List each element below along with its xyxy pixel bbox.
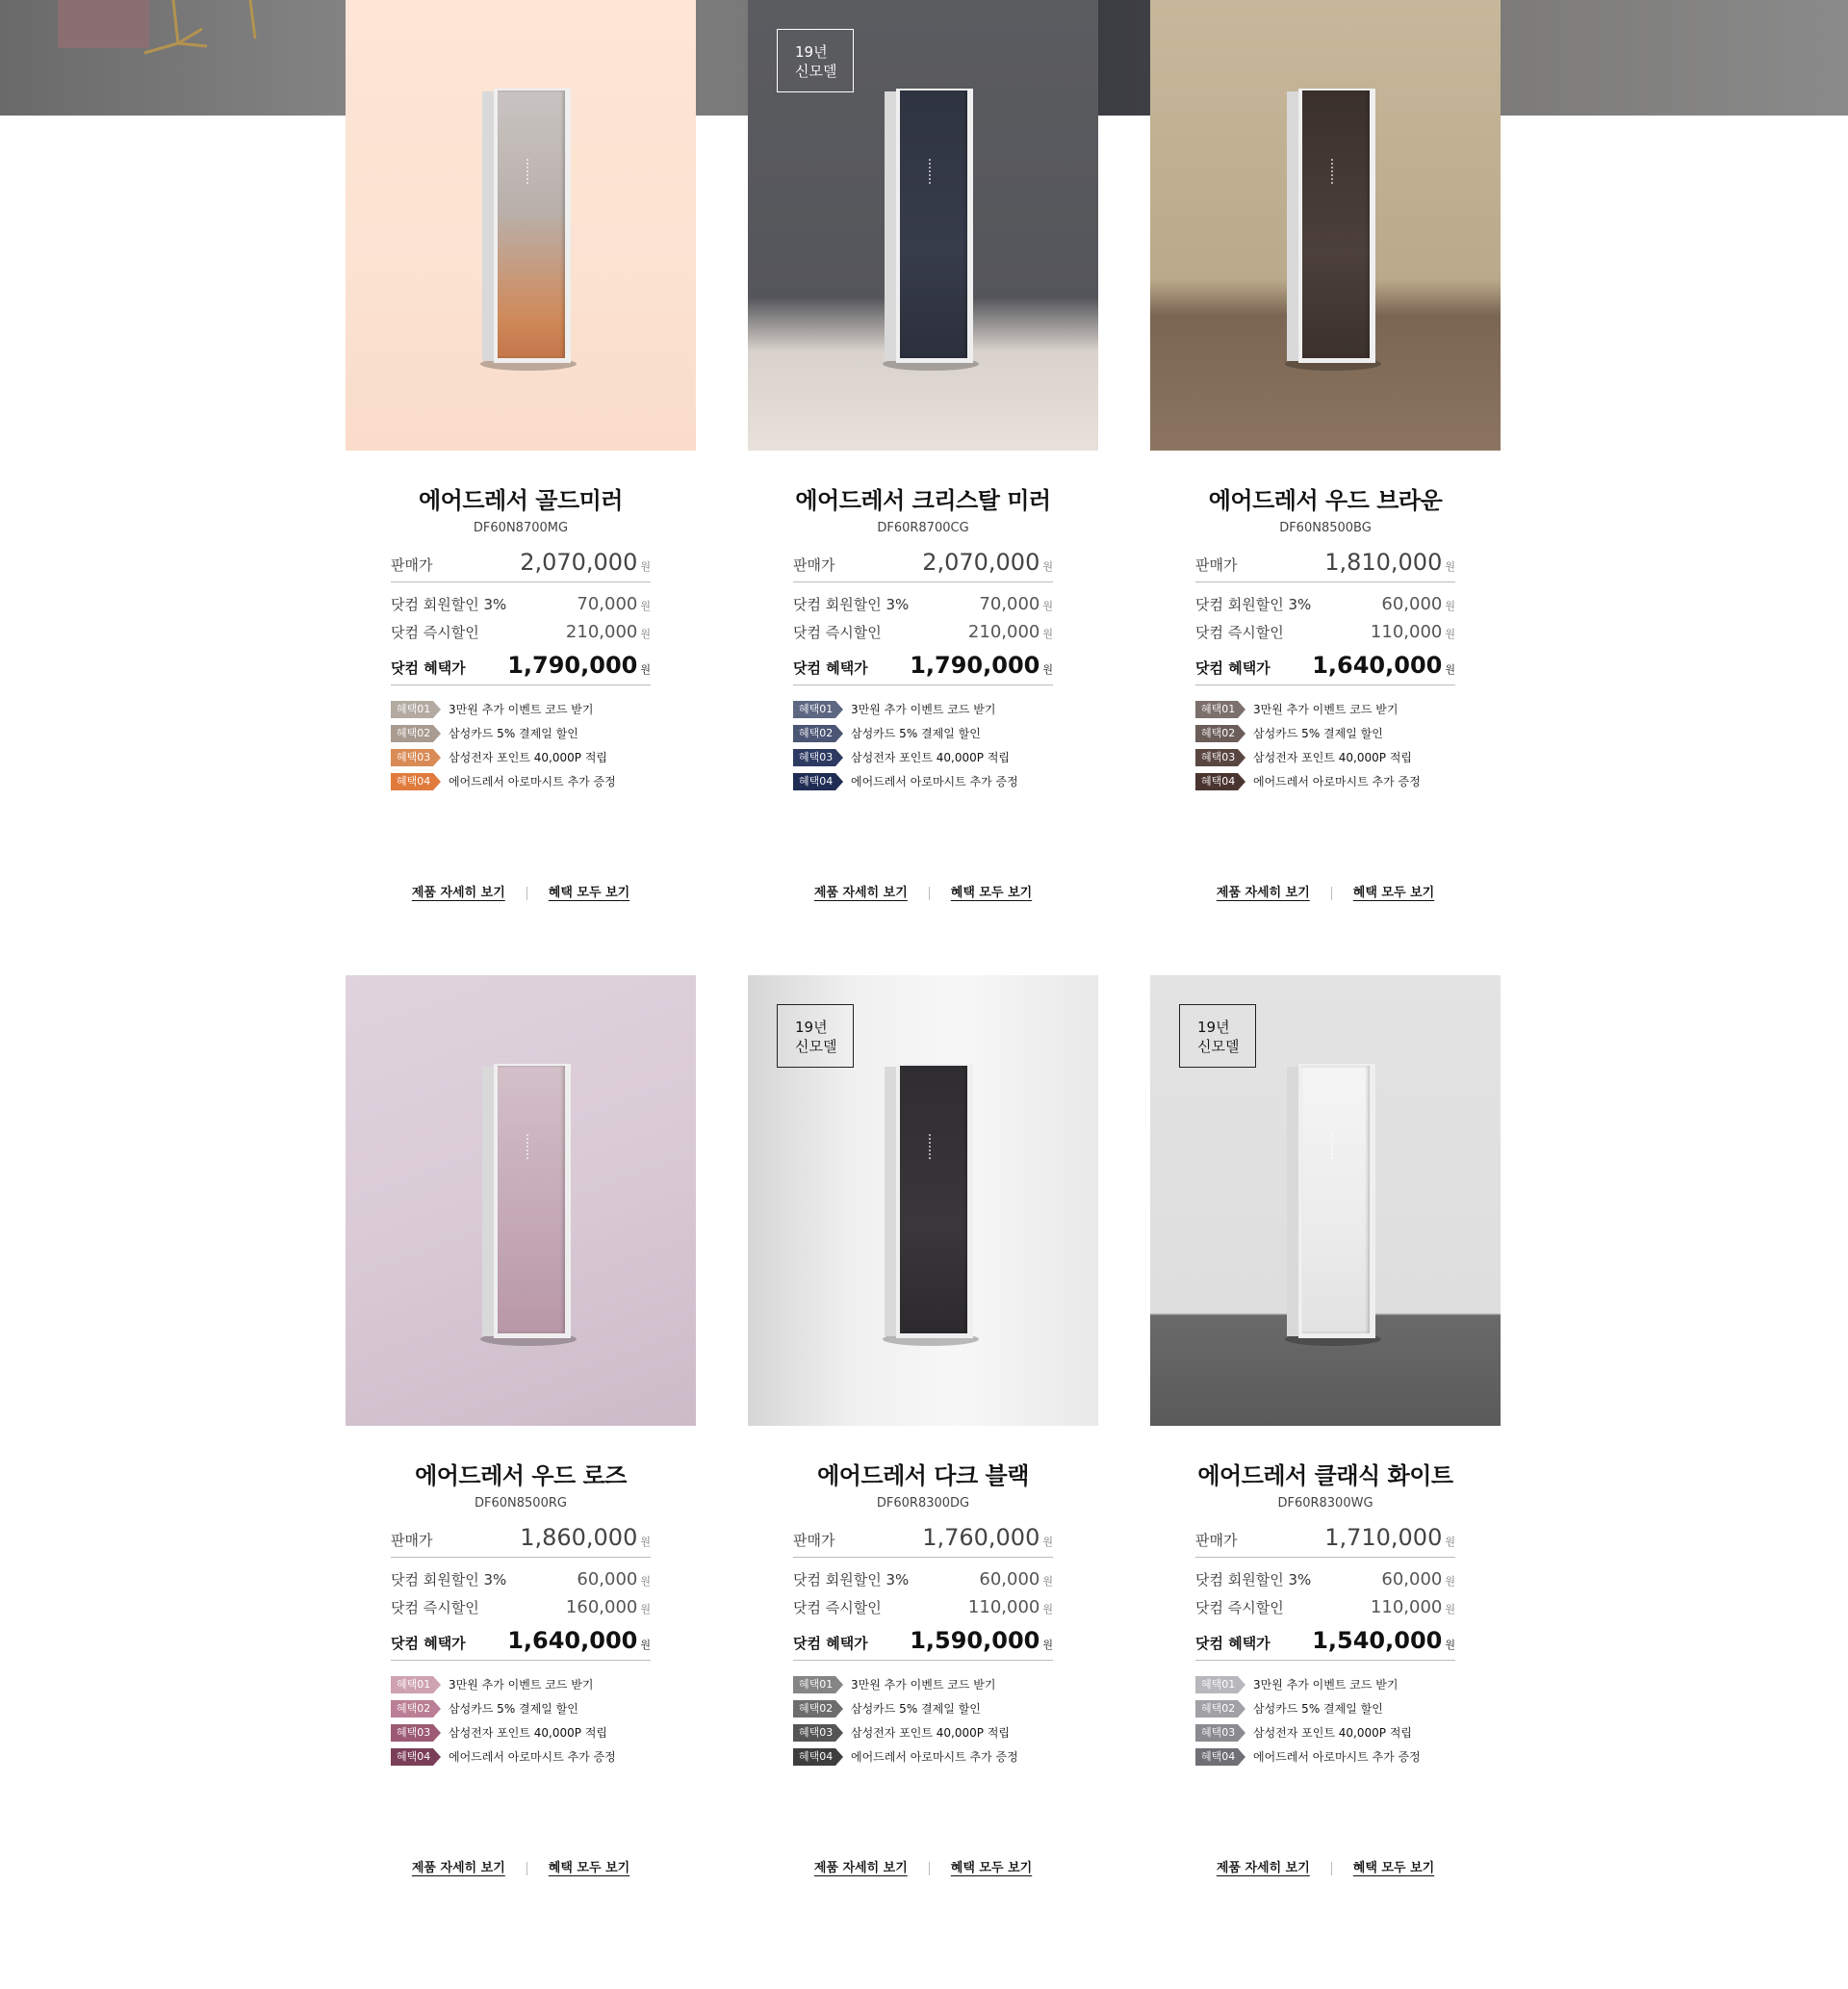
benefit-item xyxy=(391,721,651,745)
appliance-side xyxy=(885,91,896,361)
control-panel xyxy=(526,159,536,184)
benefit-item xyxy=(793,1696,1053,1720)
instant-discount-label: 닷컴 즉시할인 xyxy=(1195,1599,1284,1616)
currency-unit: 원 xyxy=(1445,560,1455,573)
all-benefits-link[interactable]: 혜택 모두 보기 xyxy=(1352,886,1435,900)
sale-price-row xyxy=(793,1524,1053,1558)
instant-discount-row xyxy=(391,1597,651,1617)
member-discount-row xyxy=(391,594,651,614)
new-model-badge: 19년 신모델 xyxy=(1179,1004,1256,1068)
currency-unit: 원 xyxy=(1445,628,1455,640)
member-discount-value: 60,000 xyxy=(1381,1569,1443,1589)
card-links xyxy=(346,1857,696,1875)
member-discount-value: 60,000 xyxy=(577,1569,638,1589)
member-discount-value: 70,000 xyxy=(979,594,1040,614)
currency-unit: 원 xyxy=(1042,560,1053,573)
currency-unit: 원 xyxy=(640,628,651,640)
benefit-tag: 혜택02 xyxy=(1195,1700,1238,1718)
instant-discount-label: 닷컴 즉시할인 xyxy=(793,1599,882,1616)
product-detail-link[interactable]: 제품 자세히 보기 xyxy=(1216,886,1310,900)
benefit-text: 3만원 추가 이벤트 코드 받기 xyxy=(449,703,594,716)
instant-discount-value: 210,000 xyxy=(967,622,1040,642)
product-detail-link[interactable]: 제품 자세히 보기 xyxy=(813,886,908,900)
new-model-badge: 19년 신모델 xyxy=(777,29,854,92)
control-panel xyxy=(526,1134,536,1159)
instant-discount-row xyxy=(1195,622,1455,642)
link-divider xyxy=(1331,1862,1332,1875)
currency-unit: 원 xyxy=(1042,600,1053,612)
product-name[interactable]: 에어드레서 클래식 화이트 xyxy=(1197,1462,1453,1489)
link-divider xyxy=(929,887,930,900)
final-price-row xyxy=(1195,1627,1455,1661)
benefit-tag: 혜택02 xyxy=(391,1700,433,1718)
sale-price-value: 1,810,000 xyxy=(1324,549,1443,576)
product-card xyxy=(748,975,1098,1880)
benefit-text: 삼성전자 포인트 40,000P 적립 xyxy=(449,1726,607,1740)
benefit-item xyxy=(793,1720,1053,1744)
benefit-tag: 혜택04 xyxy=(391,1748,433,1766)
product-image[interactable] xyxy=(346,975,696,1426)
benefit-tag: 혜택04 xyxy=(391,773,433,790)
benefit-item xyxy=(391,697,651,721)
model-code: DF60R8300WG xyxy=(1277,1496,1373,1511)
instant-discount-label: 닷컴 즉시할인 xyxy=(391,1599,479,1616)
benefit-item xyxy=(1195,721,1455,745)
final-price-value: 1,640,000 xyxy=(507,1627,638,1654)
final-price-label: 닷컴 혜택가 xyxy=(391,1635,466,1652)
control-panel xyxy=(929,159,938,184)
appliance-side xyxy=(1287,91,1298,361)
appliance-door xyxy=(900,90,967,358)
final-price-value: 1,640,000 xyxy=(1312,652,1443,679)
instant-discount-label: 닷컴 즉시할인 xyxy=(793,624,882,641)
benefit-text: 3만원 추가 이벤트 코드 받기 xyxy=(1253,703,1399,716)
benefit-tag: 혜택02 xyxy=(793,1700,835,1718)
product-image[interactable] xyxy=(1150,975,1501,1426)
benefit-text: 삼성카드 5% 결제일 할인 xyxy=(1253,727,1383,740)
benefit-item xyxy=(391,769,651,793)
appliance-door xyxy=(900,1066,967,1333)
member-discount-row xyxy=(391,1569,651,1589)
instant-discount-value: 210,000 xyxy=(565,622,638,642)
benefit-text: 삼성전자 포인트 40,000P 적립 xyxy=(1253,1726,1412,1740)
benefit-item xyxy=(1195,769,1455,793)
benefit-text: 삼성전자 포인트 40,000P 적립 xyxy=(851,1726,1010,1740)
product-image[interactable] xyxy=(1150,0,1501,451)
benefit-text: 에어드레서 아로마시트 추가 증정 xyxy=(851,1750,1018,1764)
all-benefits-link[interactable]: 혜택 모두 보기 xyxy=(950,1861,1033,1875)
benefit-tag: 혜택01 xyxy=(391,701,433,718)
member-discount-row xyxy=(793,594,1053,614)
product-image[interactable] xyxy=(748,975,1098,1426)
member-discount-label: 닷컴 회원할인 3% xyxy=(1195,1571,1312,1589)
benefit-item xyxy=(1195,1720,1455,1744)
sale-price-value: 2,070,000 xyxy=(922,549,1040,576)
member-discount-row xyxy=(1195,594,1455,614)
product-name[interactable]: 에어드레서 우드 로즈 xyxy=(415,1462,627,1489)
new-model-badge: 19년 신모델 xyxy=(777,1004,854,1068)
benefit-tag: 혜택03 xyxy=(391,749,433,766)
benefit-item xyxy=(1195,1744,1455,1769)
benefit-item xyxy=(793,697,1053,721)
benefit-tag: 혜택03 xyxy=(1195,749,1238,766)
sale-price-label: 판매가 xyxy=(793,556,835,574)
all-benefits-link[interactable]: 혜택 모두 보기 xyxy=(548,886,630,900)
appliance-side xyxy=(482,1067,494,1336)
benefit-tag: 혜택01 xyxy=(793,1676,835,1693)
appliance-door xyxy=(498,90,565,358)
benefit-tag: 혜택03 xyxy=(391,1724,433,1742)
product-detail-link[interactable]: 제품 자세히 보기 xyxy=(1216,1861,1310,1875)
benefit-item xyxy=(793,1672,1053,1696)
currency-unit: 원 xyxy=(1042,1603,1053,1615)
appliance-side xyxy=(482,91,494,361)
benefit-text: 에어드레서 아로마시트 추가 증정 xyxy=(1253,1750,1421,1764)
benefit-tag: 혜택02 xyxy=(391,725,433,742)
product-name[interactable]: 에어드레서 크리스탈 미러 xyxy=(795,487,1051,514)
instant-discount-label: 닷컴 즉시할인 xyxy=(391,624,479,641)
benefit-tag: 혜택03 xyxy=(793,749,835,766)
instant-discount-value: 110,000 xyxy=(1370,622,1443,642)
model-code: DF60R8700CG xyxy=(877,521,969,535)
product-name[interactable]: 에어드레서 다크 블랙 xyxy=(817,1462,1029,1489)
currency-unit: 원 xyxy=(640,1575,651,1588)
product-name[interactable]: 에어드레서 우드 브라운 xyxy=(1208,487,1443,514)
benefit-text: 삼성전자 포인트 40,000P 적립 xyxy=(449,751,607,764)
model-code: DF60R8300DG xyxy=(876,1496,970,1511)
benefit-item xyxy=(1195,1672,1455,1696)
benefit-text: 3만원 추가 이벤트 코드 받기 xyxy=(851,703,996,716)
currency-unit: 원 xyxy=(640,600,651,612)
final-price-label: 닷컴 혜택가 xyxy=(1195,659,1270,677)
benefit-tag: 혜택04 xyxy=(1195,1748,1238,1766)
benefit-tag: 혜택03 xyxy=(1195,1724,1238,1742)
benefit-list xyxy=(1195,1672,1455,1769)
member-discount-label: 닷컴 회원할인 3% xyxy=(793,1571,910,1589)
sale-price-row xyxy=(1195,549,1455,582)
currency-unit: 원 xyxy=(640,663,651,676)
product-card xyxy=(346,0,696,905)
currency-unit: 원 xyxy=(1445,1639,1455,1651)
benefit-list xyxy=(793,697,1053,793)
benefit-tag: 혜택01 xyxy=(793,701,835,718)
currency-unit: 원 xyxy=(1445,1575,1455,1588)
benefit-text: 3만원 추가 이벤트 코드 받기 xyxy=(851,1678,996,1692)
final-price-row xyxy=(1195,652,1455,685)
benefit-text: 삼성카드 5% 결제일 할인 xyxy=(449,727,578,740)
member-discount-value: 70,000 xyxy=(577,594,638,614)
appliance-door xyxy=(1302,90,1370,358)
model-code: DF60N8500RG xyxy=(475,1496,567,1511)
sale-price-label: 판매가 xyxy=(391,556,433,574)
final-price-label: 닷컴 혜택가 xyxy=(793,659,868,677)
final-price-row xyxy=(793,652,1053,685)
product-detail-link[interactable]: 제품 자세히 보기 xyxy=(411,1861,505,1875)
member-discount-label: 닷컴 회원할인 3% xyxy=(391,596,507,613)
member-discount-label: 닷컴 회원할인 3% xyxy=(793,596,910,613)
card-links xyxy=(1150,1857,1501,1875)
model-code: DF60N8500BG xyxy=(1279,521,1372,535)
sale-price-label: 판매가 xyxy=(793,1532,835,1549)
card-links xyxy=(346,882,696,900)
benefit-text: 에어드레서 아로마시트 추가 증정 xyxy=(1253,775,1421,788)
sale-price-label: 판매가 xyxy=(391,1532,433,1549)
model-code: DF60N8700MG xyxy=(473,521,569,535)
benefit-item xyxy=(793,1744,1053,1769)
member-discount-value: 60,000 xyxy=(1381,594,1443,614)
product-card xyxy=(1150,975,1501,1880)
benefit-list xyxy=(391,1672,651,1769)
link-divider xyxy=(526,887,527,900)
benefit-text: 삼성전자 포인트 40,000P 적립 xyxy=(1253,751,1412,764)
sale-price-label: 판매가 xyxy=(1195,1532,1238,1549)
final-price-value: 1,790,000 xyxy=(507,652,638,679)
sale-price-value: 2,070,000 xyxy=(520,549,638,576)
product-detail-link[interactable]: 제품 자세히 보기 xyxy=(813,1861,908,1875)
final-price-row xyxy=(391,1627,651,1661)
benefit-text: 에어드레서 아로마시트 추가 증정 xyxy=(449,1750,616,1764)
all-benefits-link[interactable]: 혜택 모두 보기 xyxy=(548,1861,630,1875)
link-divider xyxy=(929,1862,930,1875)
sale-price-row xyxy=(793,549,1053,582)
final-price-label: 닷컴 혜택가 xyxy=(1195,1635,1270,1652)
product-card xyxy=(748,0,1098,905)
benefit-tag: 혜택04 xyxy=(793,1748,835,1766)
appliance-side xyxy=(1287,1067,1298,1336)
currency-unit: 원 xyxy=(1042,628,1053,640)
chair-decoration xyxy=(58,0,298,67)
product-image[interactable] xyxy=(748,0,1098,451)
instant-discount-row xyxy=(1195,1597,1455,1617)
instant-discount-label: 닷컴 즉시할인 xyxy=(1195,624,1284,641)
product-name[interactable]: 에어드레서 골드미러 xyxy=(418,487,623,514)
member-discount-value: 60,000 xyxy=(979,1569,1040,1589)
benefit-item xyxy=(793,745,1053,769)
product-card xyxy=(346,975,696,1880)
instant-discount-value: 160,000 xyxy=(565,1597,638,1617)
benefit-item xyxy=(793,769,1053,793)
final-price-label: 닷컴 혜택가 xyxy=(793,1635,868,1652)
final-price-value: 1,790,000 xyxy=(910,652,1040,679)
benefit-tag: 혜택03 xyxy=(793,1724,835,1742)
benefit-tag: 혜택04 xyxy=(1195,773,1238,790)
currency-unit: 원 xyxy=(1445,600,1455,612)
currency-unit: 원 xyxy=(640,560,651,573)
benefit-text: 에어드레서 아로마시트 추가 증정 xyxy=(851,775,1018,788)
benefit-text: 삼성카드 5% 결제일 할인 xyxy=(851,727,981,740)
final-price-label: 닷컴 혜택가 xyxy=(391,659,466,677)
final-price-row xyxy=(391,652,651,685)
all-benefits-link[interactable]: 혜택 모두 보기 xyxy=(1352,1861,1435,1875)
final-price-value: 1,590,000 xyxy=(910,1627,1040,1654)
benefit-tag: 혜택02 xyxy=(793,725,835,742)
member-discount-row xyxy=(1195,1569,1455,1589)
sale-price-value: 1,710,000 xyxy=(1324,1524,1443,1551)
benefit-item xyxy=(391,1744,651,1769)
currency-unit: 원 xyxy=(1042,663,1053,676)
card-links xyxy=(748,882,1098,900)
all-benefits-link[interactable]: 혜택 모두 보기 xyxy=(950,886,1033,900)
currency-unit: 원 xyxy=(1445,663,1455,676)
card-links xyxy=(1150,882,1501,900)
currency-unit: 원 xyxy=(1445,1603,1455,1615)
final-price-row xyxy=(793,1627,1053,1661)
appliance-door xyxy=(1302,1066,1370,1333)
control-panel xyxy=(929,1134,938,1159)
link-divider xyxy=(526,1862,527,1875)
benefit-text: 삼성카드 5% 결제일 할인 xyxy=(851,1702,981,1716)
benefit-item xyxy=(1195,1696,1455,1720)
benefit-text: 삼성전자 포인트 40,000P 적립 xyxy=(851,751,1010,764)
currency-unit: 원 xyxy=(640,1639,651,1651)
sale-price-row xyxy=(1195,1524,1455,1558)
benefit-tag: 혜택01 xyxy=(1195,1676,1238,1693)
benefit-item xyxy=(793,721,1053,745)
currency-unit: 원 xyxy=(1042,1536,1053,1548)
benefit-tag: 혜택02 xyxy=(1195,725,1238,742)
currency-unit: 원 xyxy=(640,1536,651,1548)
benefit-list xyxy=(1195,697,1455,793)
benefit-tag: 혜택04 xyxy=(793,773,835,790)
instant-discount-value: 110,000 xyxy=(967,1597,1040,1617)
product-card xyxy=(1150,0,1501,905)
currency-unit: 원 xyxy=(1445,1536,1455,1548)
appliance-door xyxy=(498,1066,565,1333)
control-panel xyxy=(1331,159,1341,184)
benefit-item xyxy=(391,1696,651,1720)
benefit-item xyxy=(391,1672,651,1696)
currency-unit: 원 xyxy=(640,1603,651,1615)
currency-unit: 원 xyxy=(1042,1639,1053,1651)
control-panel xyxy=(1331,1134,1341,1159)
sale-price-row xyxy=(391,1524,651,1558)
benefit-text: 3만원 추가 이벤트 코드 받기 xyxy=(449,1678,594,1692)
instant-discount-row xyxy=(391,622,651,642)
product-detail-link[interactable]: 제품 자세히 보기 xyxy=(411,886,505,900)
benefit-text: 삼성카드 5% 결제일 할인 xyxy=(1253,1702,1383,1716)
instant-discount-value: 110,000 xyxy=(1370,1597,1443,1617)
appliance-side xyxy=(885,1067,896,1336)
member-discount-label: 닷컴 회원할인 3% xyxy=(391,1571,507,1589)
benefit-item xyxy=(1195,745,1455,769)
benefit-list xyxy=(793,1672,1053,1769)
benefit-item xyxy=(391,745,651,769)
member-discount-label: 닷컴 회원할인 3% xyxy=(1195,596,1312,613)
sale-price-label: 판매가 xyxy=(1195,556,1238,574)
benefit-text: 3만원 추가 이벤트 코드 받기 xyxy=(1253,1678,1399,1692)
benefit-text: 에어드레서 아로마시트 추가 증정 xyxy=(449,775,616,788)
benefit-list xyxy=(391,697,651,793)
benefit-tag: 혜택01 xyxy=(391,1676,433,1693)
card-links xyxy=(748,1857,1098,1875)
final-price-value: 1,540,000 xyxy=(1312,1627,1443,1654)
benefit-tag: 혜택01 xyxy=(1195,701,1238,718)
instant-discount-row xyxy=(793,622,1053,642)
benefit-item xyxy=(1195,697,1455,721)
sale-price-value: 1,760,000 xyxy=(922,1524,1040,1551)
member-discount-row xyxy=(793,1569,1053,1589)
benefit-text: 삼성카드 5% 결제일 할인 xyxy=(449,1702,578,1716)
link-divider xyxy=(1331,887,1332,900)
sale-price-row xyxy=(391,549,651,582)
benefit-item xyxy=(391,1720,651,1744)
currency-unit: 원 xyxy=(1042,1575,1053,1588)
sale-price-value: 1,860,000 xyxy=(520,1524,638,1551)
instant-discount-row xyxy=(793,1597,1053,1617)
product-image[interactable] xyxy=(346,0,696,451)
